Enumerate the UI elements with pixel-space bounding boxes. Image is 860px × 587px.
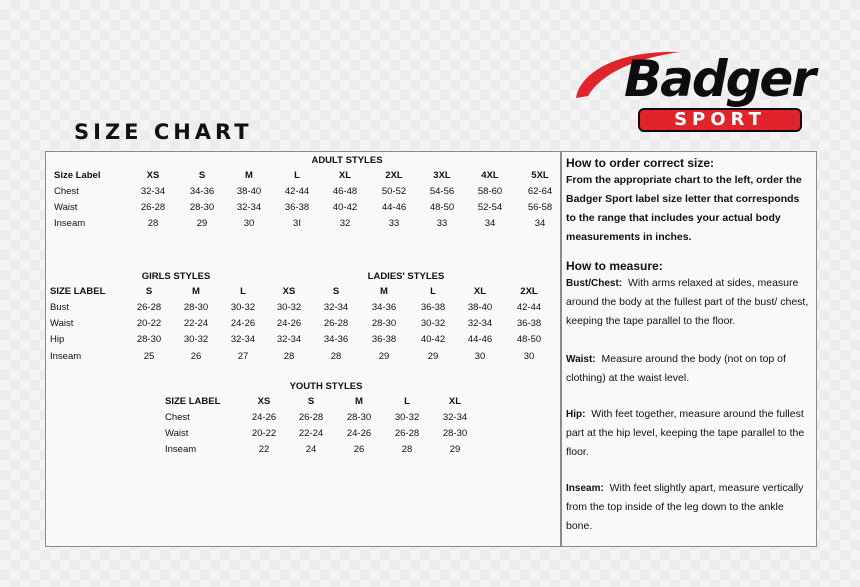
row-label-inseam: Inseam (54, 218, 86, 230)
table-cell: 24-26 (276, 318, 302, 330)
table-cell: 34-36 (189, 186, 215, 197)
size-header-m: M (355, 396, 363, 407)
inseam-instruction (566, 479, 811, 536)
table-cell: 20-22 (136, 318, 162, 330)
row-label-waist: Waist (50, 318, 74, 330)
table-cell: 24-26 (346, 428, 372, 440)
order-text: From the appropriate chart to the left, order the Badger Sport label size letter that corresponds to the range that includes your actual body measurements in inches. (566, 174, 802, 243)
instructions-panel (566, 156, 811, 536)
size-header-s: S (332, 286, 340, 297)
table-cell: 29 (196, 218, 208, 230)
table-cell: 62-64 (527, 186, 553, 197)
table-cell: 28-30 (442, 428, 468, 440)
bust-instruction (566, 274, 811, 331)
table-cell: 26-28 (394, 428, 420, 440)
table-cell: 28-30 (189, 202, 215, 214)
bust-text: With arms relaxed at sides, measure around the body at the fullest part of the bust/ chest, keeping the tape parallel to the floor. (566, 277, 809, 327)
table-cell: 29 (449, 444, 461, 456)
table-cell: 48-50 (429, 202, 455, 214)
waist-instruction (566, 350, 811, 388)
waist-text: Measure around the body (not on top of clothing) at the waist level. (566, 353, 786, 384)
table-cell: 32-34 (230, 334, 256, 346)
table-cell: 34 (484, 218, 496, 230)
table-cell: 32-34 (323, 302, 349, 313)
size-header-2xl: 2XL (520, 286, 538, 297)
size-header-5xl: 5XL (531, 170, 549, 181)
table-cell: 46-48 (332, 186, 358, 197)
size-header-s: S (145, 286, 153, 297)
table-cell: 28-30 (136, 334, 162, 346)
table-cell: 22-24 (183, 318, 209, 330)
size-header-l: L (240, 286, 246, 297)
measure-heading: How to measure: (566, 259, 663, 273)
column-divider (560, 152, 562, 546)
bust-label: Bust/Chest: (566, 278, 623, 289)
table-cell: 26 (190, 350, 202, 362)
table-cell: 32 (339, 218, 351, 230)
table-cell: 24-26 (251, 412, 277, 423)
hip-instruction (566, 405, 811, 462)
ladies-styles-title: LADIES' STYLES (367, 271, 445, 282)
table-cell: 30 (523, 350, 535, 362)
size-header-m: M (192, 286, 200, 297)
table-cell: 28-30 (346, 412, 372, 423)
row-label-inseam: Inseam (165, 444, 197, 456)
table-cell: 32-34 (140, 186, 166, 197)
table-cell: 56-58 (527, 202, 553, 214)
table-cell: 33 (436, 218, 448, 230)
row-label-waist: Waist (54, 202, 78, 214)
table-cell: 28-30 (371, 318, 397, 330)
table-cell: 24 (305, 444, 317, 456)
size-header-xl: XL (473, 286, 487, 297)
girls-styles-title: GIRLS STYLES (141, 271, 211, 282)
table-cell: 32-34 (467, 318, 493, 330)
row-label-inseam: Inseam (50, 350, 82, 362)
table-cell: 50-52 (381, 186, 407, 197)
table-cell: 28-30 (183, 302, 209, 313)
youth-styles-title: YOUTH STYLES (289, 381, 363, 392)
size-header-xs: XS (257, 396, 271, 407)
row-label-bust: Bust (50, 302, 70, 313)
size-header-m: M (245, 170, 253, 181)
table-cell: 3I (293, 218, 301, 230)
table-cell: 30-32 (420, 318, 446, 330)
row-label-waist: Waist (165, 428, 189, 440)
size-header-l: L (404, 396, 410, 407)
table-cell: 58-60 (477, 186, 503, 197)
logo-wordmark: Badger (624, 50, 815, 108)
table-cell: 29 (427, 350, 439, 362)
table-cell: 34 (534, 218, 546, 230)
size-header-s: S (307, 396, 315, 407)
table-cell: 20-22 (251, 428, 277, 440)
table-cell: 32-34 (276, 334, 302, 346)
table-cell: 44-46 (381, 202, 407, 214)
table-cell: 48-50 (516, 334, 542, 346)
table-cell: 24-26 (230, 318, 256, 330)
table-cell: 36-38 (420, 302, 446, 313)
table-cell: 36-38 (516, 318, 542, 330)
size-header-xl: XL (448, 396, 462, 407)
table-cell: 28 (330, 350, 342, 362)
table-cell: 33 (388, 218, 400, 230)
size-label-header: Size Label (54, 170, 101, 181)
table-cell: 32-34 (236, 202, 262, 214)
row-label-chest: Chest (54, 186, 79, 197)
size-label-header: SIZE LABEL (165, 396, 221, 407)
table-cell: 22 (258, 444, 270, 456)
table-cell: 38-40 (467, 302, 493, 313)
size-header-2xl: 2XL (385, 170, 403, 181)
table-cell: 38-40 (236, 186, 262, 197)
table-cell: 25 (143, 350, 155, 362)
table-cell: 26-28 (140, 202, 166, 214)
table-cell: 54-56 (429, 186, 455, 197)
table-cell: 28 (147, 218, 159, 230)
size-label-header: SIZE LABEL (50, 286, 106, 297)
table-cell: 40-42 (420, 334, 446, 346)
row-label-hip: Hip (50, 334, 65, 346)
table-cell: 42-44 (516, 302, 542, 313)
table-cell: 29 (378, 350, 390, 362)
table-cell: 26-28 (323, 318, 349, 330)
size-header-xs: XS (282, 286, 296, 297)
waist-label: Waist: (566, 354, 596, 365)
table-cell: 28 (401, 444, 413, 456)
order-heading: How to order correct size: (566, 156, 715, 170)
size-header-l: L (430, 286, 436, 297)
table-cell: 36-38 (371, 334, 397, 346)
badger-sport-logo (572, 42, 817, 137)
table-cell: 30 (243, 218, 255, 230)
size-header-3xl: 3XL (433, 170, 451, 181)
inseam-text: With feet slightly apart, measure vertically from the top inside of the leg down to the ankle bone. (566, 482, 804, 532)
table-cell: 30-32 (230, 302, 256, 313)
inseam-label: Inseam: (566, 483, 604, 494)
table-cell: 52-54 (477, 202, 503, 214)
table-cell: 26 (353, 444, 365, 456)
hip-text: With feet together, measure around the fullest part at the hip level, keeping the tape parallel to the floor. (566, 408, 805, 458)
page-title: SIZE CHART (74, 120, 253, 144)
size-header-xs: XS (146, 170, 160, 181)
table-cell: 30-32 (394, 412, 420, 423)
table-cell: 42-44 (284, 186, 310, 197)
table-cell: 30-32 (183, 334, 209, 346)
table-cell: 28 (283, 350, 295, 362)
size-header-4xl: 4XL (481, 170, 499, 181)
table-cell: 36-38 (284, 202, 310, 214)
table-cell: 40-42 (332, 202, 358, 214)
table-cell: 32-34 (442, 412, 468, 423)
table-cell: 34-36 (323, 334, 349, 346)
row-label-chest: Chest (165, 412, 190, 423)
hip-label: Hip: (566, 409, 586, 420)
logo-sport-badge: SPORT (638, 108, 802, 132)
size-header-s: S (198, 170, 206, 181)
table-cell: 26-28 (136, 302, 162, 313)
size-header-l: L (294, 170, 300, 181)
table-cell: 30-32 (276, 302, 302, 313)
size-header-m: M (380, 286, 388, 297)
table-cell: 34-36 (371, 302, 397, 313)
table-cell: 44-46 (467, 334, 493, 346)
table-cell: 27 (237, 350, 249, 362)
size-header-xl: XL (338, 170, 352, 181)
table-cell: 22-24 (298, 428, 324, 440)
table-cell: 30 (474, 350, 486, 362)
table-cell: 26-28 (298, 412, 324, 423)
adult-styles-title: ADULT STYLES (311, 155, 383, 166)
